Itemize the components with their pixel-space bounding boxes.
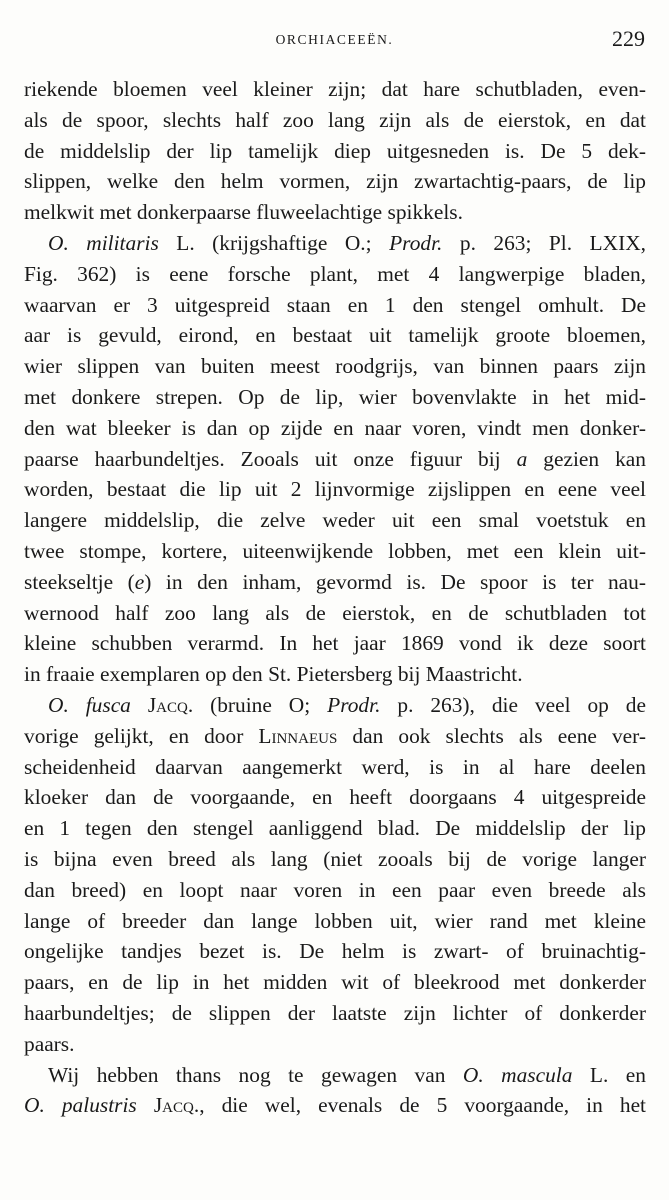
page-number: 229 bbox=[612, 26, 645, 51]
text-line: in fraaie exemplaren op den St. Pietersberg bij Maastricht. bbox=[24, 662, 523, 687]
running-head: ORCHIACEEËN. bbox=[275, 32, 394, 47]
text-line: haarbundeltjes; de slippen der laatste zijn lichter of donkerder bbox=[24, 1000, 646, 1025]
text-segment: Linnaeus bbox=[258, 723, 338, 748]
text-line: dan breed) en loopt naar voren in een paar even breede als bbox=[24, 877, 646, 902]
text-line bbox=[24, 444, 646, 475]
text-segment: gezien kan bbox=[527, 446, 646, 471]
text-segment: O. militaris bbox=[48, 230, 159, 255]
text-line: worden, bestaat die lip uit 2 lijnvormige zijslippen en eene veel bbox=[24, 477, 646, 502]
text-line: paars, en de lip in het midden wit of bleekrood met donkerder bbox=[24, 970, 646, 995]
text-line: ongelijke tandjes bezet is. De helm is zwart- of bruinachtig- bbox=[24, 939, 646, 964]
text-line: slippen, welke den helm vormen, zijn zwartachtig-paars, de lip bbox=[24, 169, 646, 194]
text-line: kloeker dan de voorgaande, en heeft doorgaans 4 uitgespreide bbox=[24, 785, 646, 810]
text-line bbox=[24, 721, 646, 752]
text-line: wier slippen van buiten meest roodgrijs, van binnen paars zijn bbox=[24, 354, 646, 379]
text-segment: O. palustris bbox=[24, 1093, 137, 1118]
text-segment: steekseltje ( bbox=[24, 569, 135, 594]
text-segment bbox=[137, 1093, 154, 1117]
text-line: en 1 tegen den stengel aanliggend blad. De middelslip der lip bbox=[24, 816, 646, 841]
text-segment: ) in den inham, gevormd is. De spoor is ter nau- bbox=[144, 569, 646, 594]
text-segment: L. en bbox=[572, 1062, 646, 1087]
text-line: de middelslip der lip tamelijk diep uitgesneden is. De 5 dek- bbox=[24, 138, 646, 163]
text-line: paars. bbox=[24, 1031, 75, 1056]
text-segment: O. fusca bbox=[48, 692, 131, 717]
text-segment: p. 263), die veel op de bbox=[380, 692, 646, 717]
text-line: met donkere strepen. Op de lip, wier bovenvlakte in het mid- bbox=[24, 384, 646, 409]
page-header bbox=[0, 26, 669, 56]
text-line: Fig. 362) is eene forsche plant, met 4 langwerpige bladen, bbox=[24, 261, 646, 286]
text-segment: a bbox=[516, 446, 528, 471]
text-line: riekende bloemen veel kleiner zijn; dat hare schutbladen, even- bbox=[24, 77, 646, 101]
text-segment: Jacq. bbox=[153, 1093, 200, 1118]
text-segment: dan ook slechts als eene ver- bbox=[337, 723, 646, 748]
text-segment: , die wel, evenals de 5 voorgaande, in het bbox=[199, 1093, 646, 1118]
text-line: twee stompe, kortere, uiteenwijkende lobben, met een klein uit- bbox=[24, 538, 646, 563]
text-line: langere middelslip, die zelve weder uit een smal voetstuk en bbox=[24, 508, 646, 533]
text-segment: L. (krijgshaftige O.; bbox=[158, 230, 390, 255]
text-line bbox=[24, 567, 646, 598]
text-segment: (bruine O; bbox=[193, 692, 328, 717]
text-segment: Prodr. bbox=[327, 692, 381, 717]
text-segment: Prodr. bbox=[389, 230, 443, 255]
text-segment: O. mascula bbox=[462, 1062, 573, 1087]
text-segment: paarse haarbundeltjes. Zooals uit onze figuur bij bbox=[24, 446, 517, 471]
text-line: den wat bleeker is dan op zijde en naar voren, vindt men donker- bbox=[24, 415, 646, 440]
text-segment: Jacq. bbox=[147, 692, 194, 717]
text-segment: Wij hebben thans nog te gewagen van bbox=[48, 1062, 463, 1087]
body-text bbox=[24, 74, 646, 1121]
text-line: waarvan er 3 uitgespreid staan en 1 den stengel omhult. De bbox=[24, 292, 646, 317]
text-segment: e bbox=[134, 569, 145, 594]
text-segment bbox=[131, 693, 148, 717]
text-segment: p. 263; Pl. LXIX, bbox=[442, 230, 646, 255]
text-line: aar is gevuld, eirond, en bestaat uit tamelijk groote bloemen, bbox=[24, 323, 646, 348]
text-line: wernood half zoo lang als de eierstok, en de schutbladen tot bbox=[24, 600, 646, 625]
text-line bbox=[24, 1060, 646, 1091]
text-line bbox=[24, 1090, 646, 1121]
text-line: lange of breeder dan lange lobben uit, wier rand met kleine bbox=[24, 908, 646, 933]
text-line bbox=[24, 228, 646, 259]
text-line: kleine schubben verarmd. In het jaar 1869 vond ik deze soort bbox=[24, 631, 646, 656]
text-line: als de spoor, slechts half zoo lang zijn als de eierstok, en dat bbox=[24, 107, 646, 132]
text-line bbox=[24, 690, 646, 721]
text-line: is bijna even breed als lang (niet zooals bij de vorige langer bbox=[24, 846, 646, 871]
text-segment: vorige gelijkt, en door bbox=[24, 723, 259, 748]
text-line: scheidenheid daarvan aangemerkt werd, is in al hare deelen bbox=[24, 754, 646, 779]
text-line: melkwit met donkerpaarse fluweelachtige spikkels. bbox=[24, 200, 463, 225]
